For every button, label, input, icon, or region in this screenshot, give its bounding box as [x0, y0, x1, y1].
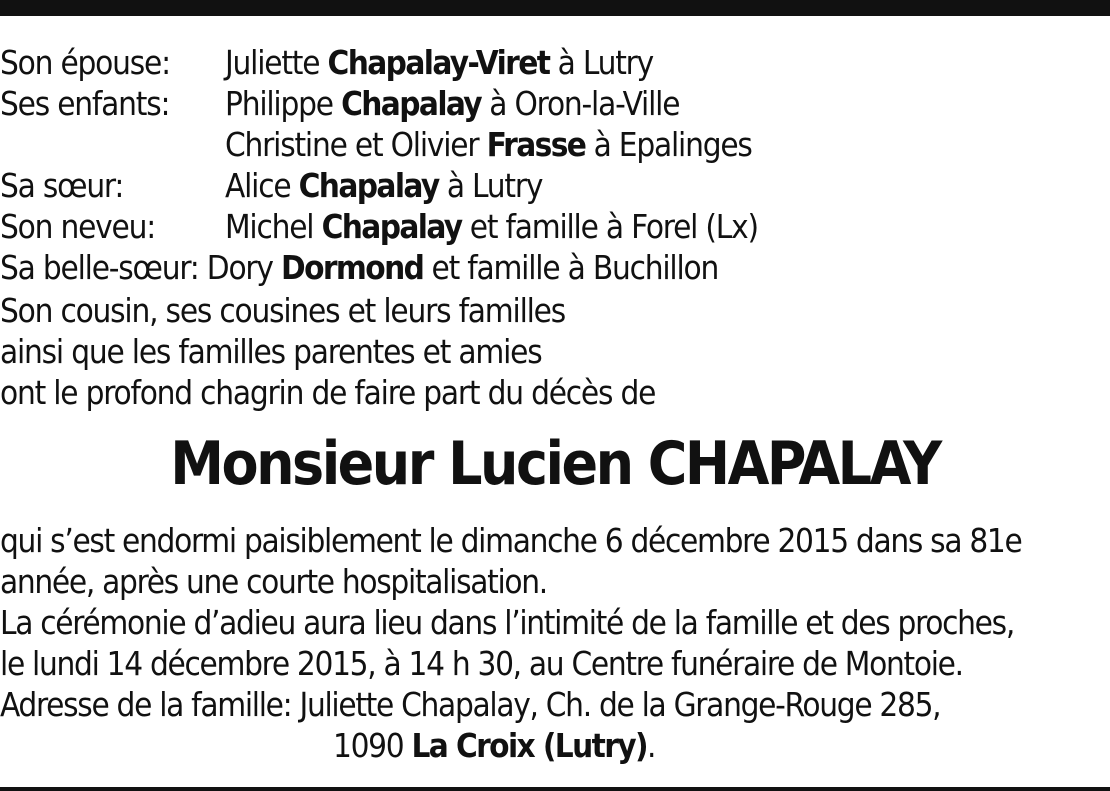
relation-label: Son épouse: [0, 43, 170, 82]
announcement-details [0, 520, 1022, 766]
relation-label: Ses enfants: [0, 84, 170, 123]
relative-entry: Alice Chapalay à Lutry [225, 166, 543, 205]
top-border-rule [0, 0, 1110, 16]
family-row-sister [0, 165, 758, 206]
bottom-border-rule [0, 787, 1110, 791]
family-address-line: Adresse de la famille: Juliette Chapalay, Ch. de la Grange-Rouge 285, [0, 685, 941, 724]
family-address-locality-line [0, 725, 1022, 766]
details-line: année, après une courte hospitalisation. [0, 562, 547, 601]
relative-surname: Dormond [281, 248, 424, 287]
family-row-spouse [0, 42, 758, 83]
family-row-children [0, 83, 758, 124]
address-locality: La Croix (Lutry) [411, 726, 648, 765]
announcement-intro [0, 290, 655, 413]
address-punctuation: . [647, 726, 656, 765]
family-row-nephew [0, 206, 758, 247]
relative-entry: Juliette Chapalay-Viret à Lutry [225, 43, 653, 82]
relative-entry: Christine et Olivier Frasse à Epalinges [225, 125, 752, 164]
deceased-name-heading: Monsieur Lucien CHAPALAY [170, 429, 940, 499]
relative-surname: Chapalay [298, 166, 439, 205]
details-line: La cérémonie d’adieu aura lieu dans l’intimité de la famille et des proches, [0, 603, 1014, 642]
details-line: le lundi 14 décembre 2015, à 14 h 30, au Centre funéraire de Montoie. [0, 644, 963, 683]
intro-line: ainsi que les familles parentes et amies [0, 332, 542, 371]
relation-label: Sa sœur: [0, 166, 124, 205]
relative-surname: Frasse [486, 125, 586, 164]
relative-entry: Dory Dormond et famille à Buchillon [198, 248, 719, 287]
address-postcode: 1090 [333, 726, 412, 765]
relative-entry: Michel Chapalay et famille à Forel (Lx) [225, 207, 758, 246]
family-list [0, 42, 758, 288]
family-row-sister-in-law [0, 247, 758, 288]
relation-label: Sa belle-sœur: [0, 248, 199, 287]
intro-line: Son cousin, ses cousines et leurs familles [0, 291, 566, 330]
details-line: qui s’est endormi paisiblement le dimanche 6 décembre 2015 dans sa 81e [0, 521, 1022, 560]
relative-surname: Chapalay-Viret [327, 43, 550, 82]
relative-entry: Philippe Chapalay à Oron-la-Ville [225, 84, 680, 123]
relative-surname: Chapalay [341, 84, 482, 123]
family-row-children-2 [0, 124, 758, 165]
relative-surname: Chapalay [321, 207, 462, 246]
relation-label: Son neveu: [0, 207, 156, 246]
intro-line: ont le profond chagrin de faire part du décès de [0, 373, 656, 412]
